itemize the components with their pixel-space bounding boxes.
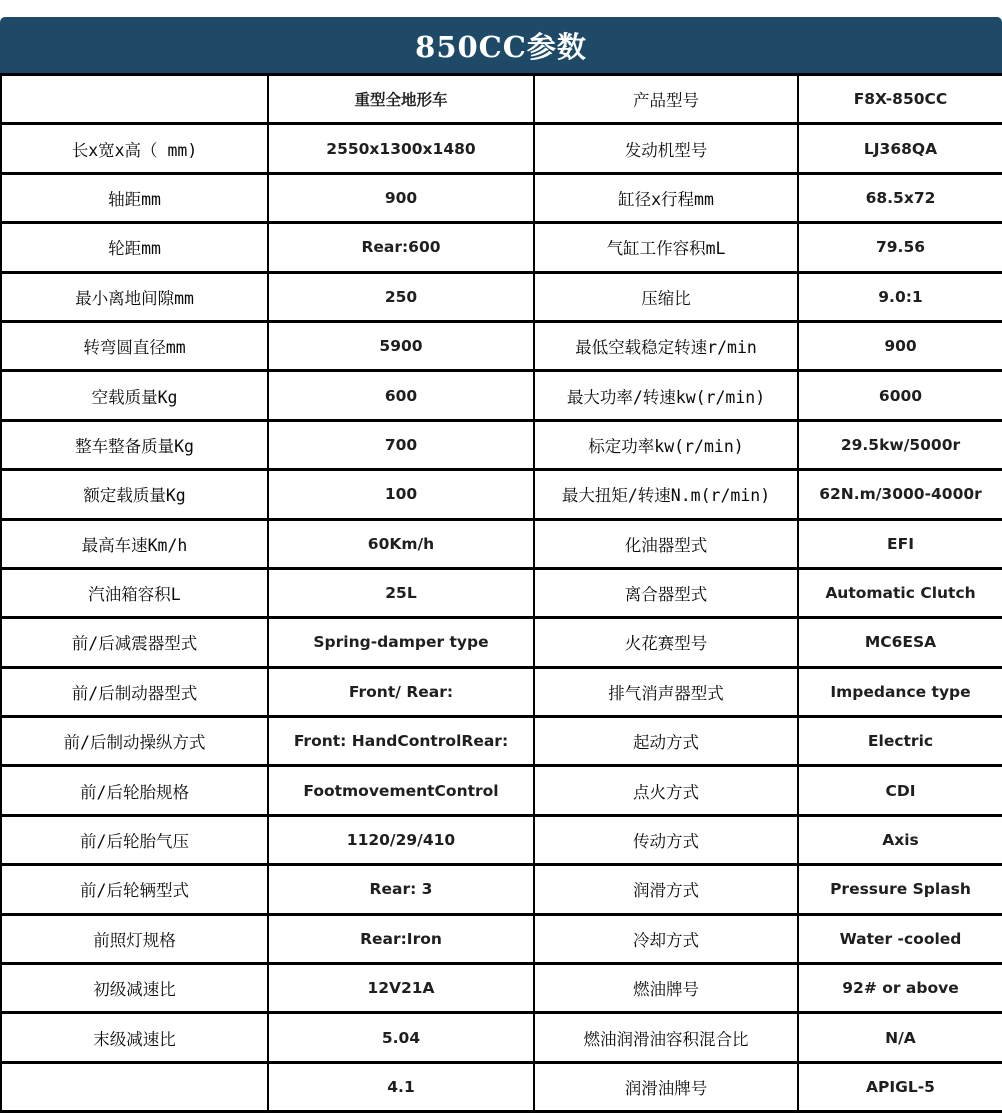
spec-label-cell: 最高车速Km/h	[1, 519, 268, 568]
spec-value-cell: 62N.m/3000-4000r	[798, 470, 1002, 519]
spec-label-cell: 压缩比	[534, 272, 798, 321]
spec-value-cell: APIGL-5	[798, 1062, 1002, 1111]
spec-value-cell: Axis	[798, 815, 1002, 864]
spec-label-cell: 轴距mm	[1, 173, 268, 222]
spec-label-cell: 排气消声器型式	[534, 667, 798, 716]
spec-label-cell: 离合器型式	[534, 568, 798, 617]
spec-label-cell: 燃油润滑油容积混合比	[534, 1013, 798, 1062]
spec-label-cell: 标定功率kw(r/min)	[534, 420, 798, 469]
spec-label-cell: 前照灯规格	[1, 914, 268, 963]
spec-label-cell: 冷却方式	[534, 914, 798, 963]
spec-sheet	[0, 17, 1002, 1113]
spec-label-cell: 轮距mm	[1, 223, 268, 272]
spec-value-cell: 25L	[268, 568, 534, 617]
spec-label-cell: 长x宽x高（ mm)	[1, 124, 268, 173]
spec-value-cell: 9.0:1	[798, 272, 1002, 321]
table-row	[1, 272, 1002, 321]
table-row	[1, 470, 1002, 519]
spec-value-cell: Front/ Rear:	[268, 667, 534, 716]
table-row	[1, 1013, 1002, 1062]
table-row	[1, 815, 1002, 864]
spec-value-cell: 79.56	[798, 223, 1002, 272]
spec-value-cell: 重型全地形车	[268, 75, 534, 124]
spec-value-cell: 700	[268, 420, 534, 469]
table-row	[1, 321, 1002, 370]
spec-label-cell: 产品型号	[534, 75, 798, 124]
spec-value-cell: 900	[268, 173, 534, 222]
table-row	[1, 173, 1002, 222]
table-row	[1, 519, 1002, 568]
spec-value-cell: 29.5kw/5000r	[798, 420, 1002, 469]
spec-value-cell: N/A	[798, 1013, 1002, 1062]
spec-label-cell: 最小离地间隙mm	[1, 272, 268, 321]
table-row	[1, 371, 1002, 420]
spec-value-cell: 100	[268, 470, 534, 519]
spec-label-cell: 火花赛型号	[534, 618, 798, 667]
table-row	[1, 420, 1002, 469]
spec-label-cell: 前/后轮胎气压	[1, 815, 268, 864]
spec-label-cell: 点火方式	[534, 766, 798, 815]
spec-value-cell: Electric	[798, 717, 1002, 766]
spec-value-cell: CDI	[798, 766, 1002, 815]
spec-value-cell: Rear:600	[268, 223, 534, 272]
spec-value-cell: 4.1	[268, 1062, 534, 1111]
spec-value-cell: Water -cooled	[798, 914, 1002, 963]
page-title: 850CC参数	[415, 29, 587, 64]
table-row	[1, 865, 1002, 914]
spec-value-cell: 5900	[268, 321, 534, 370]
spec-label-cell	[1, 1062, 268, 1111]
spec-value-cell: LJ368QA	[798, 124, 1002, 173]
spec-value-cell: MC6ESA	[798, 618, 1002, 667]
spec-value-cell: 6000	[798, 371, 1002, 420]
spec-table-body	[1, 75, 1002, 1112]
spec-label-cell: 前/后轮辆型式	[1, 865, 268, 914]
spec-label-cell: 前/后轮胎规格	[1, 766, 268, 815]
table-row	[1, 75, 1002, 124]
spec-label-cell: 转弯圆直径mm	[1, 321, 268, 370]
table-row	[1, 667, 1002, 716]
spec-value-cell: F8X-850CC	[798, 75, 1002, 124]
spec-value-cell: 1120/29/410	[268, 815, 534, 864]
spec-label-cell: 初级减速比	[1, 964, 268, 1013]
spec-table	[0, 73, 1002, 1113]
table-row	[1, 717, 1002, 766]
table-row	[1, 1062, 1002, 1111]
spec-value-cell: Impedance type	[798, 667, 1002, 716]
table-row	[1, 618, 1002, 667]
spec-label-cell: 燃油牌号	[534, 964, 798, 1013]
spec-label-cell: 汽油箱容积L	[1, 568, 268, 617]
spec-label-cell: 润滑方式	[534, 865, 798, 914]
spec-label-cell: 发动机型号	[534, 124, 798, 173]
spec-value-cell: Rear: 3	[268, 865, 534, 914]
spec-value-cell: 12V21A	[268, 964, 534, 1013]
spec-label-cell: 润滑油牌号	[534, 1062, 798, 1111]
spec-value-cell: 600	[268, 371, 534, 420]
spec-label-cell: 前/后制动操纵方式	[1, 717, 268, 766]
title-bar	[0, 17, 1002, 73]
spec-value-cell: Front: HandControlRear:	[268, 717, 534, 766]
table-row	[1, 766, 1002, 815]
spec-value-cell: 900	[798, 321, 1002, 370]
spec-label-cell: 气缸工作容积mL	[534, 223, 798, 272]
spec-value-cell: 68.5x72	[798, 173, 1002, 222]
spec-value-cell: Automatic Clutch	[798, 568, 1002, 617]
spec-label-cell: 前/后减震器型式	[1, 618, 268, 667]
spec-label-cell: 额定载质量Kg	[1, 470, 268, 519]
spec-label-cell: 传动方式	[534, 815, 798, 864]
spec-label-cell: 最低空载稳定转速r/min	[534, 321, 798, 370]
table-row	[1, 223, 1002, 272]
spec-label-cell: 前/后制动器型式	[1, 667, 268, 716]
spec-value-cell: FootmovementControl	[268, 766, 534, 815]
spec-label-cell: 整车整备质量Kg	[1, 420, 268, 469]
table-row	[1, 568, 1002, 617]
spec-value-cell: Pressure Splash	[798, 865, 1002, 914]
spec-label-cell: 起动方式	[534, 717, 798, 766]
table-row	[1, 964, 1002, 1013]
spec-label-cell: 末级减速比	[1, 1013, 268, 1062]
spec-label-cell: 最大功率/转速kw(r/min)	[534, 371, 798, 420]
spec-value-cell: Spring-damper type	[268, 618, 534, 667]
spec-label-cell	[1, 75, 268, 124]
table-row	[1, 914, 1002, 963]
table-row	[1, 124, 1002, 173]
spec-label-cell: 缸径x行程mm	[534, 173, 798, 222]
spec-value-cell: EFI	[798, 519, 1002, 568]
spec-label-cell: 化油器型式	[534, 519, 798, 568]
spec-value-cell: 60Km/h	[268, 519, 534, 568]
spec-label-cell: 最大扭矩/转速N.m(r/min)	[534, 470, 798, 519]
spec-value-cell: 92# or above	[798, 964, 1002, 1013]
spec-value-cell: 2550x1300x1480	[268, 124, 534, 173]
spec-value-cell: 250	[268, 272, 534, 321]
spec-label-cell: 空载质量Kg	[1, 371, 268, 420]
spec-value-cell: 5.04	[268, 1013, 534, 1062]
spec-value-cell: Rear:Iron	[268, 914, 534, 963]
